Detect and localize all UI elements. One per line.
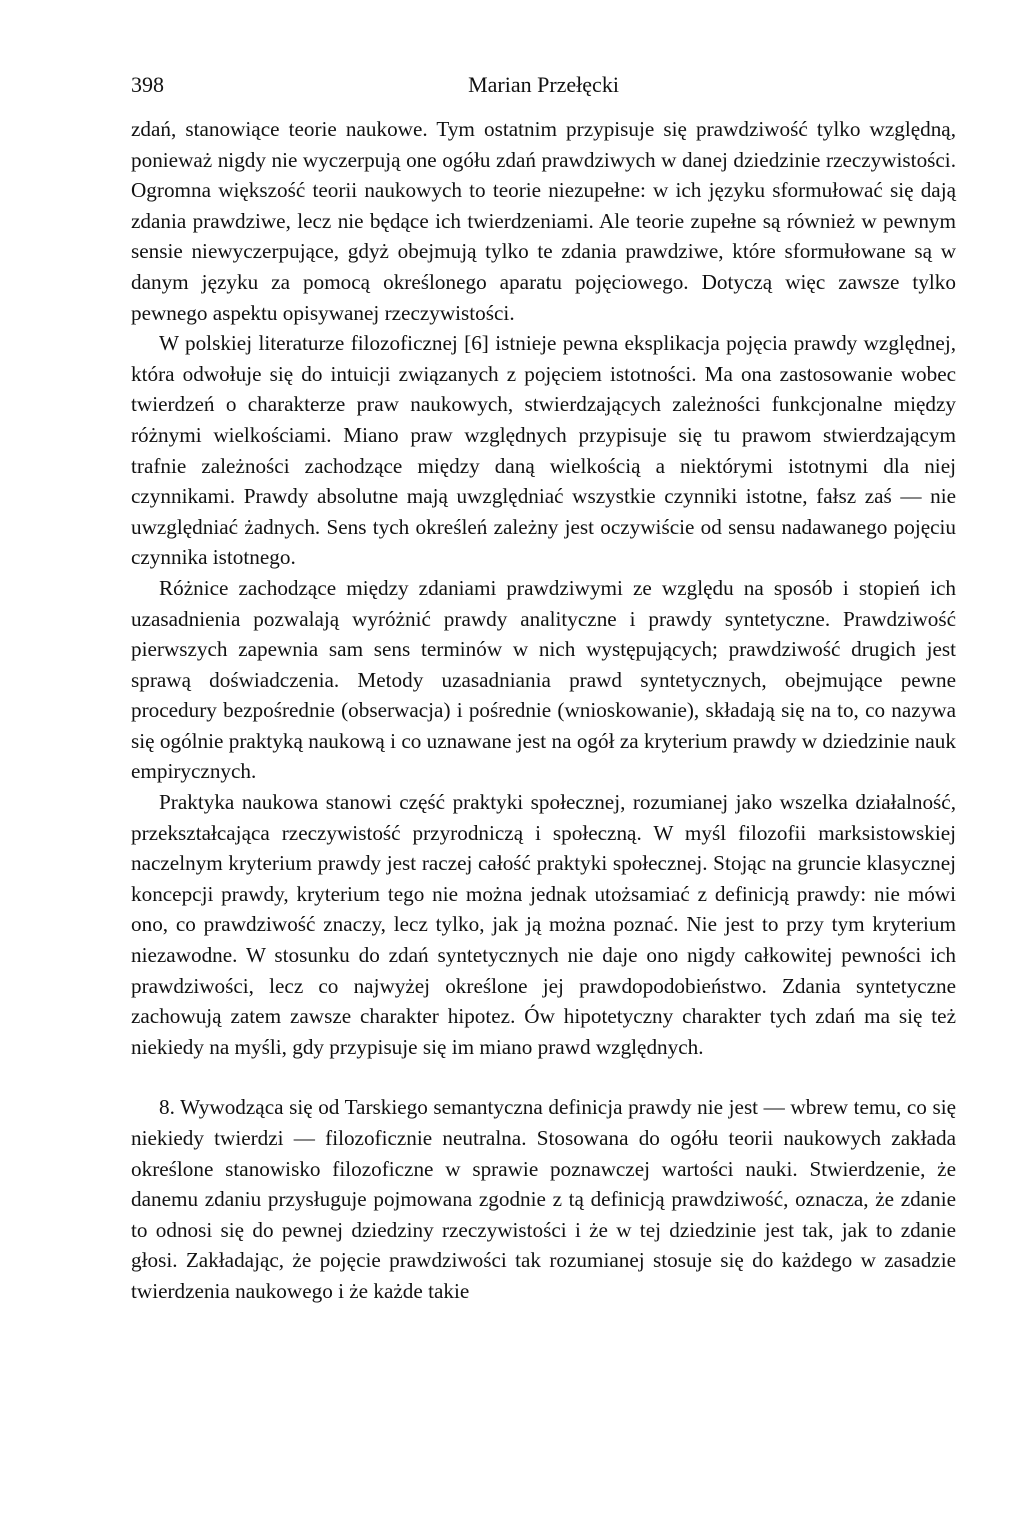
paragraph-analytic-synthetic: Różnice zachodzące między zdaniami prawdziwymi ze względu na sposób i stopień ich uzasadnienia pozwalają wyróżnić prawdy analityczne i prawdy syntetyczne. Prawdziwość pierwszych zapewnia sam sens terminów w nich występujących; prawdziwość drugich jest sprawą doświadczenia. Metody uzasadniania prawd syntetycznych, obejmujące pewne procedury bezpośrednie (obserwacja) i pośrednie (wnioskowanie), składają się na to, co nazywa się ogólnie praktyką naukową i co uznawane jest na ogół za kryterium prawdy w dziedzinie nauk empirycznych. [131,575,956,784]
paragraph-scientific-practice: Praktyka naukowa stanowi część praktyki społecznej, rozumianej jako wszelka działalność, przekształcająca rzeczywistość przyrodniczą i społeczną. W myśl filozofii marksistowskiej naczelnym kryterium prawdy jest raczej całość praktyki społecznej. Stojąc na gruncie klasycznej koncepcji prawdy, kryterium tego nie można jednak utożsamiać z definicją prawdy: nie mówi ono, co prawdziwość znaczy, lecz tylko, jak ją można poznać. Nie jest to przy tym kryterium niezawodne. W stosunku do zdań syntetycznych nie daje ono nigdy całkowitej pewności ich prawdziwości, lecz co najwyżej określone jej prawdopodobieństwo. Zdania syntetyczne zachowują zatem zawsze charakter hipotez. Ów hipotetyczny charakter tych zdań ma się też niekiedy na myśli, gdy przypisuje się im miano prawd względnych. [131,790,956,1059]
running-head-author: Marian Przełęcki [468,72,619,97]
paragraph-section-8: 8. Wywodząca się od Tarskiego semantyczna definicja prawdy nie jest — wbrew temu, co się niekiedy twierdzi — filozoficznie neutralna. Stosowana do ogółu teorii naukowych zakłada określone stanowisko filozoficzne w sprawie poznawczej wartości nauki. Stwierdzenie, że danemu zdaniu przysługuje pojmowana zgodnie z tą definicją prawdziwość, oznacza, że zdanie to odnosi się do pewnej dziedziny rzeczywistości i że w tej dziedzinie jest tak, jak to zdanie głosi. Zakładając, że pojęcie prawdziwości tak rozumianej stosuje się do każdego w zasadzie twierdzenia naukowego i że każde takie [131,1095,956,1303]
book-page [131,70,956,1307]
page-header [131,70,956,114]
paragraph-continuation: zdań, stanowiące teorie naukowe. Tym ostatnim przypisuje się prawdziwość tylko względną, ponieważ nigdy nie wyczerpują one ogółu zdań prawdziwych w danej dziedzinie rzeczywistości. Ogromna większość teorii naukowych to teorie niezupełne: w ich języku sformułować się dają zdania prawdziwe, lecz nie będące ich twierdzeniami. Ale teorie zupełne są również w pewnym sensie niewyczerpujące, gdyż obejmują tylko te zdania prawdziwe, które sformułowane są w danym języku za pomocą określonego aparatu pojęciowego. Dotyczą więc zawsze tylko pewnego aspektu opisywanej rzeczywistości. [131,117,956,325]
page-number: 398 [131,72,164,97]
section-gap [131,1062,956,1092]
paragraph-relative-truth: W polskiej literaturze filozoficznej [6] istnieje pewna eksplikacja pojęcia prawdy względnej, która odwołuje się do intuicji związanych z pojęciem istotności. Ma ona zastosowanie wobec twierdzeń o charakterze praw naukowych, stwierdzających zależności funkcjonalne między różnymi wielkościami. Miano praw względnych przypisuje się tu prawom stwierdzającym trafnie zależności zachodzące między daną wielkością a niektórymi istotnymi dla niej czynnikami. Prawdy absolutne mają uwzględniać wszystkie czynniki istotne, fałsz zaś — nie uwzględniać żadnych. Sens tych określeń zależny jest oczywiście od sensu nadawanego pojęciu czynnika istotnego. [131,331,956,570]
